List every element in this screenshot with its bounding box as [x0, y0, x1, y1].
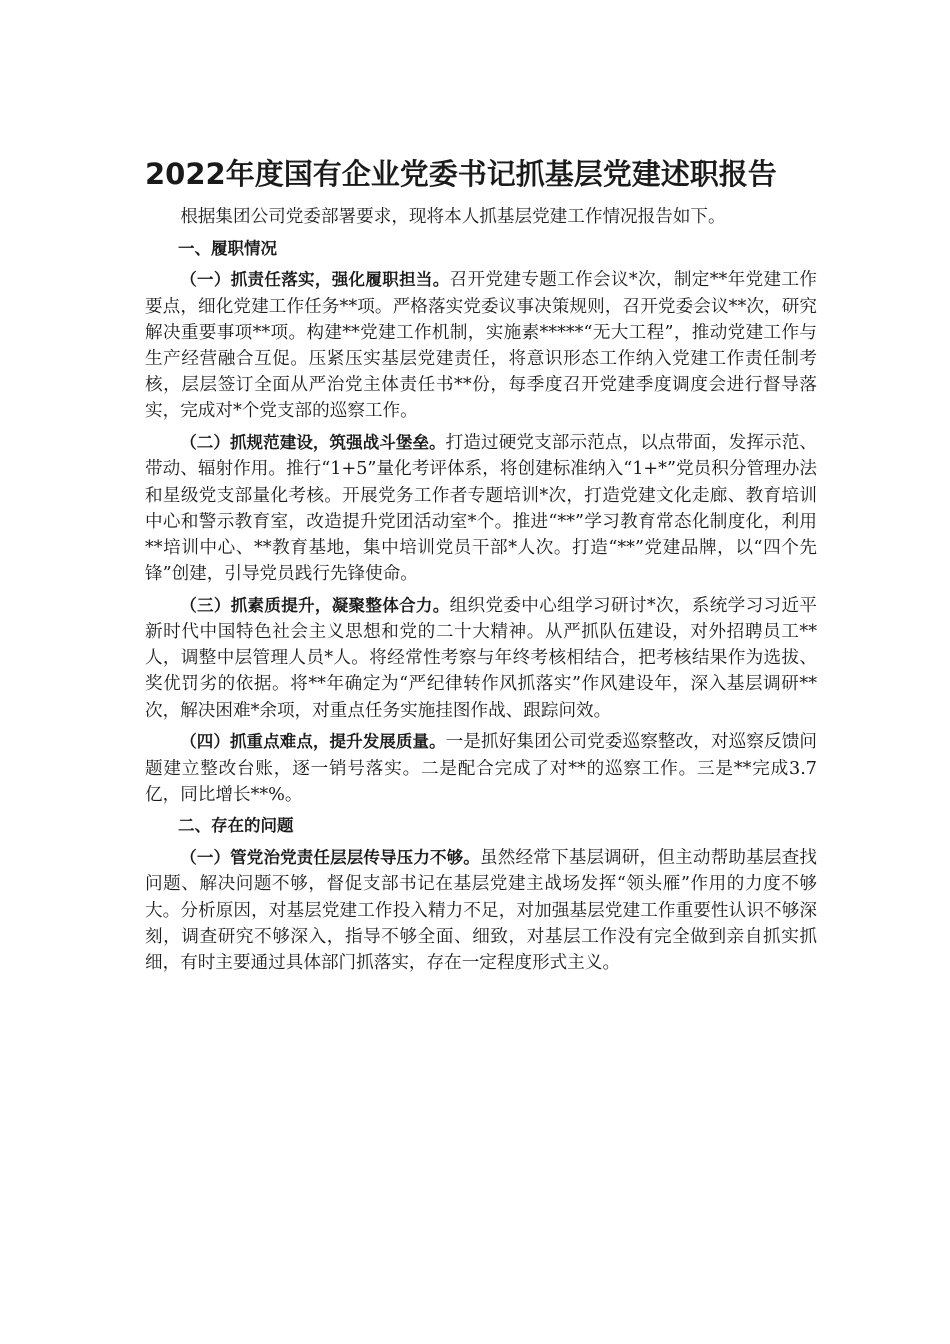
paragraph-lead: （四）抓重点难点，提升发展质量。	[180, 732, 446, 752]
paragraph-text: 召开党建专题工作会议*次，制定**年党建工作要点，细化党建工作任务**项。严格落实党委议事决策规则，召开党委会议**次，研究解决重要事项**项。构建**党建工作机制，实施素*****“无大工程”，推动党建工作与生产经营融合互促。压紧压实基层党建责任，将意识形态工作纳入党建工作责任制考核，层层签订全面从严治党主体责任书**份，每季度召开党建季度调度会进行督导落实，完成对*个党支部的巡察工作。	[145, 270, 817, 422]
paragraph-text: 一是抓好集团公司党委巡察整改，对巡察反馈问题建立整改台账，逐一销号落实。二是配合完成了对**的巡察工作。三是**完成3.7亿，同比增长**%。	[145, 732, 817, 805]
paragraph-pressure	[145, 845, 817, 976]
paragraph-responsibility	[145, 267, 817, 424]
section-heading-duties: 一、履职情况	[178, 238, 277, 258]
intro-paragraph: 根据集团公司党委部署要求，现将本人抓基层党建工作情况报告如下。	[180, 207, 726, 227]
document-title: 2022年度国有企业党委书记抓基层党建述职报告	[145, 157, 777, 191]
paragraph-standardization	[145, 430, 817, 587]
paragraph-lead: （一）抓责任落实，强化履职担当。	[180, 270, 450, 290]
paragraph-lead: （二）抓规范建设，筑强战斗堡垒。	[180, 433, 446, 453]
paragraph-quality	[145, 593, 817, 724]
paragraph-text: 虽然经常下基层调研，但主动帮助基层查找问题、解决问题不够，督促支部书记在基层党建主战场发挥“领头雁”作用的力度不够大。分析原因，对基层党建工作投入精力不足，对加强基层党建工作重要性认识不够深刻，调查研究不够深入，指导不够全面、细致，对基层工作没有完全做到亲自抓实抓细，有时主要通过具体部门抓落实，存在一定程度形式主义。	[145, 848, 817, 973]
paragraph-key-issues	[145, 729, 817, 808]
paragraph-lead: （三）抓素质提升，凝聚整体合力。	[180, 595, 450, 615]
section-heading-problems: 二、存在的问题	[178, 816, 294, 836]
paragraph-text: 打造过硬党支部示范点，以点带面，发挥示范、带动、辐射作用。推行“1+5”量化考评体系，将创建标准纳入“1+*”党员积分管理办法和星级党支部量化考核。开展党务工作者专题培训*次，打造党建文化走廊、教育培训中心和警示教育室，改造提升党团活动室*个。推进“**”学习教育常态化制度化，利用**培训中心、**教育基地，集中培训党员干部*人次。打造“**”党建品牌，以“四个先锋”创建，引导党员践行先锋使命。	[145, 433, 817, 585]
paragraph-lead: （一）管党治党责任层层传导压力不够。	[180, 848, 480, 868]
document-page	[145, 152, 817, 982]
paragraph-text: 组织党委中心组学习研讨*次，系统学习习近平新时代中国特色社会主义思想和党的二十大精神。从严抓队伍建设，对外招聘员工**人，调整中层管理人员*人。将经常性考察与年终考核相结合，把考核结果作为选拔、奖优罚劣的依据。将**年确定为“严纪律转作风抓落实”作风建设年，深入基层调研**次，解决困难*余项，对重点任务实施挂图作战、跟踪问效。	[145, 595, 817, 721]
